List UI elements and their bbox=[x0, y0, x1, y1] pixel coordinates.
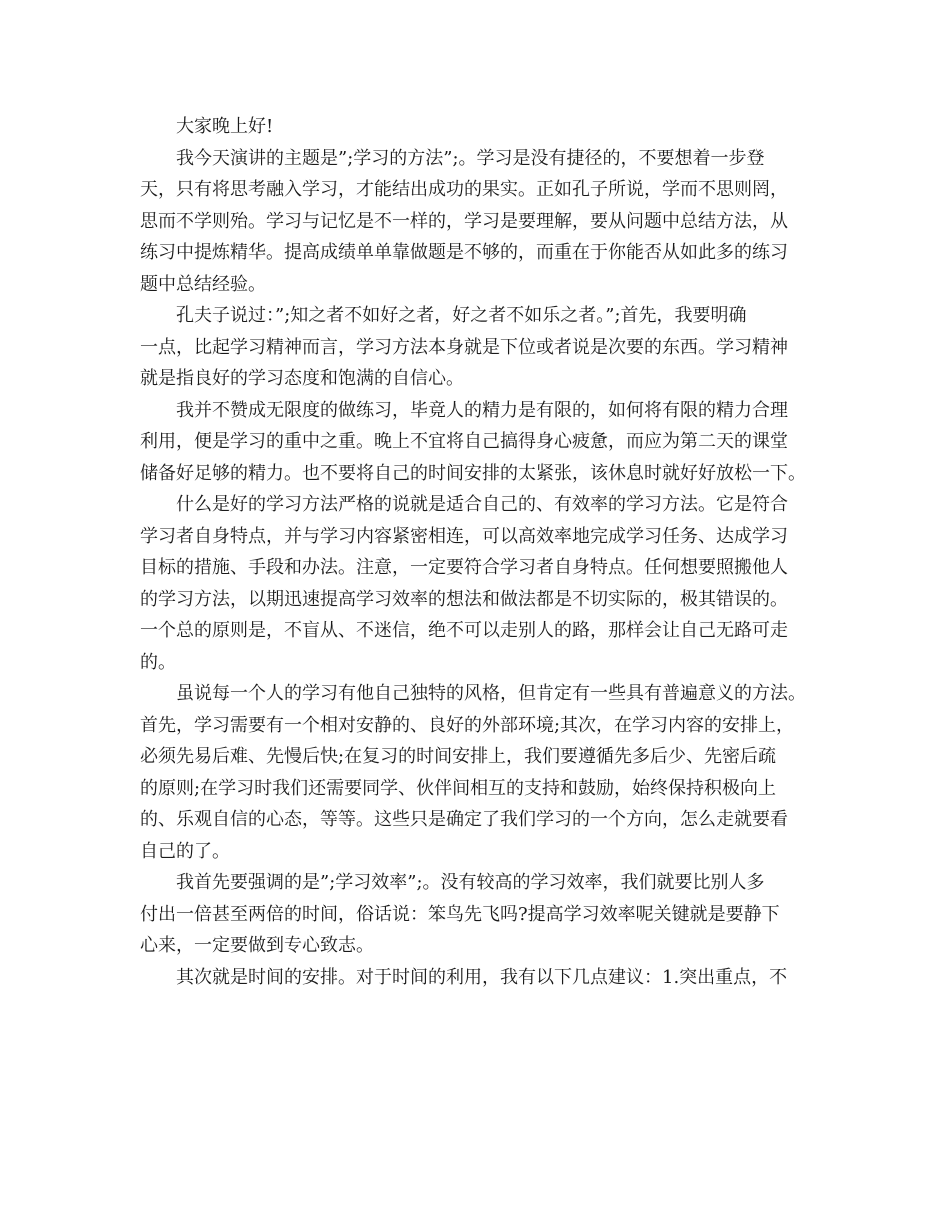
text-line: 目标的措施、手段和办法。注意，一定要符合学习者自身特点。任何想要照搬他人 bbox=[140, 557, 788, 578]
text-line: 我今天演讲的主题是”;学习的方法”;。学习是没有捷径的，不要想着一步登 bbox=[176, 147, 765, 169]
text-line: 一点，比起学习精神而言，学习方法本身就是下位或者说是次要的东西。学习精神 bbox=[140, 336, 788, 358]
text-line: 的学习方法，以期迅速提高学习效率的想法和做法都是不切实际的，极其错误的。 bbox=[140, 588, 788, 610]
text-line: 学习者自身特点，并与学习内容紧密相连，可以高效率地完成学习任务、达成学习 bbox=[140, 525, 788, 547]
text-line: 储备好足够的精力。也不要将自己的时间安排的太紧张，该休息时就好好放松一下。 bbox=[140, 462, 806, 484]
document-body bbox=[140, 111, 840, 993]
text-line: 其次就是时间的安排。对于时间的利用，我有以下几点建议：1.突出重点，不 bbox=[176, 966, 788, 988]
text-line: 的、乐观自信的心态，等等。这些只是确定了我们学习的一个方向，怎么走就要看 bbox=[140, 809, 788, 830]
text-line: 首先，学习需要有一个相对安静的、良好的外部环境;其次，在学习内容的安排上， bbox=[140, 714, 795, 736]
text-line: 大家晚上好! bbox=[176, 116, 274, 137]
text-line: 付出一倍甚至两倍的时间，俗话说：笨鸟先飞吗?提高学习效率呢关键就是要静下 bbox=[140, 903, 780, 925]
text-line: 必须先易后难、先慢后快;在复习的时间安排上，我们要遵循先多后少、先密后疏 bbox=[140, 746, 777, 767]
text-line: 虽说每一个人的学习有他自己独特的风格，但肯定有一些具有普遍意义的方法。 bbox=[176, 683, 806, 704]
text-line: 什么是好的学习方法严格的说就是适合自己的、有效率的学习方法。它是符合 bbox=[176, 494, 788, 515]
text-line: 心来，一定要做到专心致志。 bbox=[140, 935, 374, 956]
text-line: 题中总结经验。 bbox=[140, 273, 266, 295]
text-line: 我并不赞成无限度的做练习，毕竟人的精力是有限的，如何将有限的精力合理 bbox=[176, 399, 788, 421]
text-line: 就是指良好的学习态度和饱满的自信心。 bbox=[140, 368, 464, 389]
text-line: 思而不学则殆。学习与记忆是不一样的，学习是要理解，要从问题中总结方法，从 bbox=[140, 210, 788, 232]
text-line: 的。 bbox=[140, 651, 176, 673]
text-line: 孔夫子说过：”;知之者不如好之者，好之者不如乐之者。”;首先，我要明确 bbox=[176, 305, 747, 326]
text-line: 利用，便是学习的重中之重。晚上不宜将自己搞得身心疲惫，而应为第二天的课堂 bbox=[140, 431, 788, 452]
text-line: 的原则;在学习时我们还需要同学、伙伴间相互的支持和鼓励，始终保持积极向上 bbox=[140, 777, 777, 799]
text-line: 一个总的原则是，不盲从、不迷信，绝不可以走别人的路，那样会让自己无路可走 bbox=[140, 620, 788, 641]
text-line: 自己的了。 bbox=[140, 840, 230, 862]
text-line: 天，只有将思考融入学习，才能结出成功的果实。正如孔子所说，学而不思则罔， bbox=[140, 179, 788, 200]
text-line: 练习中提炼精华。提高成绩单单靠做题是不够的，而重在于你能否从如此多的练习 bbox=[140, 242, 788, 263]
text-line: 我首先要强调的是”;学习效率”;。没有较高的学习效率，我们就要比别人多 bbox=[176, 872, 765, 893]
